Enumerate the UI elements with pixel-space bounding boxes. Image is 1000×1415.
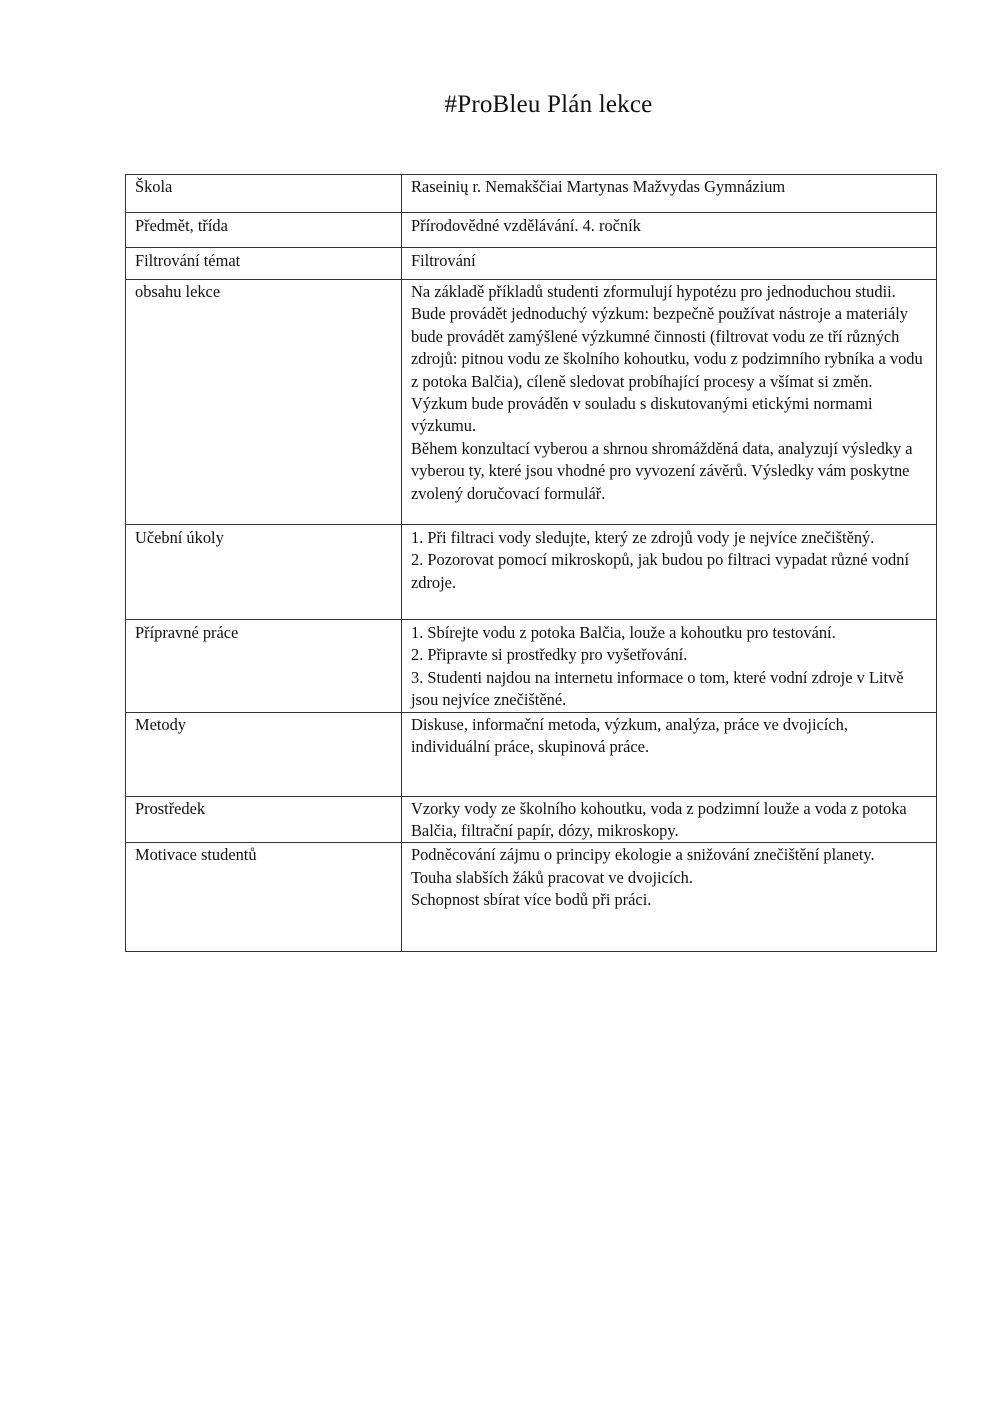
row-value-topic-filter — [402, 248, 937, 280]
table-row-school — [126, 175, 937, 213]
row-value-subject-grade — [402, 213, 937, 248]
table-row-subject-grade — [126, 213, 937, 248]
learning-task-item: 1. Při filtraci vody sledujte, který ze zdrojů vody je nejvíce znečištěný. — [411, 528, 875, 547]
table-row-learning-tasks — [126, 525, 937, 620]
resources-text: Vzorky vody ze školního kohoutku, voda z podzimní louže a voda z potoka Balčia, filtrační papír, dózy, mikroskopy. — [411, 798, 907, 841]
row-value-preparation — [402, 620, 937, 713]
lesson-plan-table — [125, 174, 937, 952]
page-title: #ProBleu Plán lekce — [444, 91, 653, 118]
table-row-resources — [126, 796, 937, 843]
table-row-lesson-content — [126, 280, 937, 525]
row-value-lesson-content — [402, 280, 937, 525]
preparation-item: 2. Připravte si prostředky pro vyšetřování. — [411, 645, 688, 665]
subject-grade-text: Přírodovědné vzdělávání. 4. ročník — [411, 216, 641, 235]
table-row-preparation — [126, 620, 937, 713]
table-row-student-motivation — [126, 843, 937, 952]
row-label-learning-tasks: Učební úkoly — [126, 525, 402, 620]
table-row-topic-filter — [126, 248, 937, 280]
row-label-subject-grade: Předmět, třída — [126, 213, 402, 248]
motivation-item: Touha slabších žáků pracovat ve dvojicích. — [411, 867, 693, 887]
row-label-methods: Metody — [126, 712, 402, 796]
preparation-item: 3. Studenti najdou na internetu informace o tom, které vodní zdroje v Litvě jsou nejvíce znečištěné. — [411, 667, 904, 710]
table-row-methods — [126, 712, 937, 796]
row-label-school: Škola — [126, 175, 402, 213]
topic-filter-text: Filtrování — [411, 251, 476, 270]
row-value-school — [402, 175, 937, 213]
row-value-resources — [402, 796, 937, 843]
row-label-topic-filter: Filtrování témat — [126, 248, 402, 280]
row-value-methods — [402, 712, 937, 796]
row-label-lesson-content: obsahu lekce — [126, 280, 402, 525]
row-label-resources: Prostředek — [126, 796, 402, 843]
row-value-learning-tasks — [402, 525, 937, 620]
motivation-item: Schopnost sbírat více bodů při práci. — [411, 890, 652, 910]
school-name: Raseinių r. Nemakščiai Martynas Mažvydas Gymnázium — [411, 177, 786, 196]
lesson-content-paragraph: Na základě příkladů studenti zformulují hypotézu pro jednoduchou studii. — [411, 282, 896, 301]
lesson-content-paragraph: Během konzultací vyberou a shrnou shromážděná data, analyzují výsledky a vyberou ty, které jsou vhodné pro vyvození závěrů. Výsledky vám poskytne zvolený doručovací formulář. — [411, 438, 913, 503]
row-label-preparation: Přípravné práce — [126, 620, 402, 713]
lesson-content-paragraph: Bude provádět jednoduchý výzkum: bezpečně používat nástroje a materiály bude provádět zamýšlené výzkumné činnosti (filtrovat vodu ze tří různých zdrojů: pitnou vodu ze školního kohoutku, vodu z podzimního rybníka a vodu z potoka Balčia), cíleně sledovat probíhající procesy a všímat si změn. Výzkum bude prováděn v souladu s diskutovanými etickými normami výzkumu. — [411, 304, 923, 436]
learning-task-item: 2. Pozorovat pomocí mikroskopů, jak budou po filtraci vypadat různé vodní zdroje. — [411, 550, 909, 592]
row-value-student-motivation — [402, 843, 937, 952]
motivation-item: Podněcování zájmu o principy ekologie a snižování znečištění planety. — [411, 845, 875, 865]
row-label-student-motivation: Motivace studentů — [126, 843, 402, 952]
preparation-item: 1. Sbírejte vodu z potoka Balčia, louže a kohoutku pro testování. — [411, 623, 836, 642]
methods-text: Diskuse, informační metoda, výzkum, analýza, práce ve dvojicích, individuální práce, skupinová práce. — [411, 714, 848, 757]
